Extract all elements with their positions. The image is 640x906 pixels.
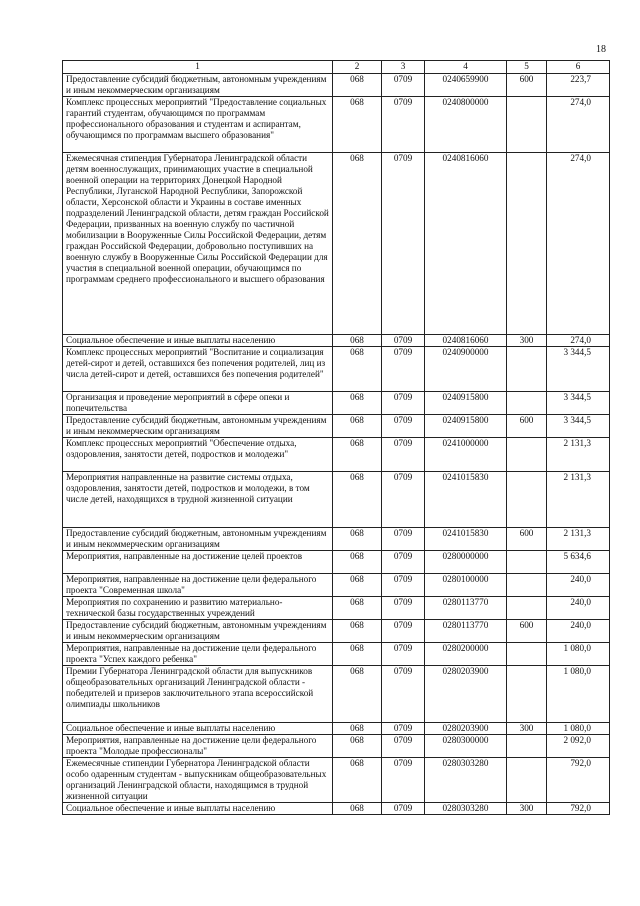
cell-amount: 3 344,5 [547, 415, 610, 438]
cell-amount: 2 131,3 [547, 472, 610, 528]
table-row [63, 392, 610, 415]
table-row [63, 438, 610, 472]
cell-amount: 1 080,0 [547, 723, 610, 735]
cell-amount: 274,0 [547, 97, 610, 153]
cell-chapter: 068 [333, 335, 382, 347]
column-header: 6 [547, 61, 610, 74]
cell-chapter: 068 [333, 620, 382, 643]
cell-expense-type: 300 [507, 723, 547, 735]
cell-amount: 223,7 [547, 74, 610, 97]
cell-target-article: 0240900000 [425, 347, 507, 392]
cell-expense-type: 300 [507, 803, 547, 815]
table-row [63, 347, 610, 392]
cell-name: Мероприятия направленные на развитие системы отдыха, оздоровления, занятости детей, подростков и молодежи, в том числе детей, находящихся в трудной жизненной ситуации [63, 472, 333, 528]
cell-name: Премии Губернатора Ленинградской области для выпускников общеобразовательных организаций Ленинградской области - победителей и призеров заключительного этапа всероссийской олимпиады школьников [63, 666, 333, 723]
cell-target-article: 0280300000 [425, 735, 507, 758]
cell-expense-type [507, 438, 547, 472]
cell-section: 0709 [382, 97, 425, 153]
cell-name: Предоставление субсидий бюджетным, автономным учреждениям и иным некоммерческим организациям [63, 528, 333, 551]
table-row [63, 97, 610, 153]
cell-section: 0709 [382, 74, 425, 97]
cell-amount: 240,0 [547, 597, 610, 620]
cell-expense-type [507, 347, 547, 392]
cell-section: 0709 [382, 472, 425, 528]
cell-target-article: 0280100000 [425, 574, 507, 597]
cell-name: Комплекс процессных мероприятий "Обеспечение отдыха, оздоровления, занятости детей, подростков и молодежи" [63, 438, 333, 472]
cell-target-article: 0241000000 [425, 438, 507, 472]
cell-expense-type [507, 643, 547, 666]
cell-amount: 2 131,3 [547, 438, 610, 472]
cell-target-article: 0280303280 [425, 803, 507, 815]
table-header-row [63, 61, 610, 74]
cell-name: Организация и проведение мероприятий в сфере опеки и попечительства [63, 392, 333, 415]
table-body [63, 74, 610, 815]
cell-section: 0709 [382, 347, 425, 392]
cell-expense-type: 600 [507, 620, 547, 643]
cell-target-article: 0280113770 [425, 597, 507, 620]
cell-target-article: 0280303280 [425, 758, 507, 803]
cell-chapter: 068 [333, 415, 382, 438]
cell-section: 0709 [382, 620, 425, 643]
cell-amount: 274,0 [547, 153, 610, 335]
cell-expense-type [507, 551, 547, 574]
cell-section: 0709 [382, 528, 425, 551]
cell-target-article: 0240659900 [425, 74, 507, 97]
cell-amount: 274,0 [547, 335, 610, 347]
cell-amount: 792,0 [547, 803, 610, 815]
cell-name: Мероприятия, направленные на достижение цели федерального проекта "Успех каждого ребенка" [63, 643, 333, 666]
cell-section: 0709 [382, 415, 425, 438]
cell-target-article: 0241015830 [425, 472, 507, 528]
cell-expense-type [507, 472, 547, 528]
cell-target-article: 0240915800 [425, 392, 507, 415]
cell-target-article: 0280113770 [425, 620, 507, 643]
cell-target-article: 0241015830 [425, 528, 507, 551]
cell-chapter: 068 [333, 551, 382, 574]
cell-section: 0709 [382, 551, 425, 574]
cell-section: 0709 [382, 723, 425, 735]
cell-amount: 2 092,0 [547, 735, 610, 758]
cell-name: Мероприятия по сохранению и развитию материально-технической базы государственных учреждений [63, 597, 333, 620]
cell-chapter: 068 [333, 597, 382, 620]
cell-expense-type [507, 597, 547, 620]
cell-chapter: 068 [333, 735, 382, 758]
cell-chapter: 068 [333, 74, 382, 97]
cell-chapter: 068 [333, 666, 382, 723]
table-row [63, 74, 610, 97]
cell-name: Предоставление субсидий бюджетным, автономным учреждениям и иным некоммерческим организациям [63, 74, 333, 97]
cell-amount: 3 344,5 [547, 392, 610, 415]
cell-name: Социальное обеспечение и иные выплаты населению [63, 335, 333, 347]
column-header: 4 [425, 61, 507, 74]
cell-name: Социальное обеспечение и иные выплаты населению [63, 723, 333, 735]
table-row [63, 528, 610, 551]
cell-expense-type [507, 574, 547, 597]
cell-expense-type [507, 666, 547, 723]
cell-name: Мероприятия, направленные на достижение цели федерального проекта "Современная школа" [63, 574, 333, 597]
table-row [63, 758, 610, 803]
cell-chapter: 068 [333, 472, 382, 528]
cell-amount: 2 131,3 [547, 528, 610, 551]
cell-name: Предоставление субсидий бюджетным, автономным учреждениям и иным некоммерческим организациям [63, 415, 333, 438]
cell-chapter: 068 [333, 574, 382, 597]
cell-section: 0709 [382, 735, 425, 758]
cell-amount: 240,0 [547, 620, 610, 643]
cell-target-article: 0240816060 [425, 335, 507, 347]
cell-chapter: 068 [333, 97, 382, 153]
cell-chapter: 068 [333, 643, 382, 666]
table-row [63, 620, 610, 643]
cell-target-article: 0280203900 [425, 723, 507, 735]
table-row [63, 574, 610, 597]
table-row [63, 415, 610, 438]
table-row [63, 153, 610, 335]
cell-chapter: 068 [333, 438, 382, 472]
page-number: 18 [596, 44, 606, 55]
table-row [63, 803, 610, 815]
column-header: 5 [507, 61, 547, 74]
cell-name: Социальное обеспечение и иные выплаты населению [63, 803, 333, 815]
table-row [63, 643, 610, 666]
cell-section: 0709 [382, 392, 425, 415]
cell-name: Комплекс процессных мероприятий "Воспитание и социализация детей-сирот и детей, оставшихся без попечения родителей, лиц из числа детей-сирот и детей, оставшихся без попечения родителей" [63, 347, 333, 392]
cell-expense-type: 300 [507, 335, 547, 347]
cell-amount: 240,0 [547, 574, 610, 597]
budget-table [62, 60, 610, 815]
cell-chapter: 068 [333, 153, 382, 335]
table-row [63, 723, 610, 735]
cell-expense-type [507, 153, 547, 335]
cell-section: 0709 [382, 574, 425, 597]
cell-chapter: 068 [333, 347, 382, 392]
cell-name: Предоставление субсидий бюджетным, автономным учреждениям и иным некоммерческим организациям [63, 620, 333, 643]
cell-section: 0709 [382, 803, 425, 815]
cell-target-article: 0280000000 [425, 551, 507, 574]
cell-expense-type [507, 97, 547, 153]
table-row [63, 735, 610, 758]
cell-amount: 1 080,0 [547, 643, 610, 666]
table-row [63, 551, 610, 574]
cell-name: Ежемесячная стипендия Губернатора Ленинградской области детям военнослужащих, принимающих участие в специальной военной операции на территориях Донецкой Народной Республики, Луганской Народной Республики, Запорожской области, Херсонской области и Украины в составе именных подразделений Ленинградской области, детям граждан Российской Федерации, призванных на военную службу по частичной мобилизации в Вооруженные Силы Российской Федерации, детям граждан Российской Федерации, добровольно поступивших на военную службу в Вооруженные Силы Российской Федерации для участия в специальной военной операции, обучающимся по программам среднего профессионального и высшего образования [63, 153, 333, 335]
cell-section: 0709 [382, 438, 425, 472]
cell-chapter: 068 [333, 528, 382, 551]
cell-expense-type: 600 [507, 415, 547, 438]
cell-amount: 792,0 [547, 758, 610, 803]
column-header: 2 [333, 61, 382, 74]
cell-name: Мероприятия, направленные на достижение целей проектов [63, 551, 333, 574]
cell-section: 0709 [382, 597, 425, 620]
cell-expense-type: 600 [507, 74, 547, 97]
table-row [63, 335, 610, 347]
cell-section: 0709 [382, 643, 425, 666]
cell-section: 0709 [382, 758, 425, 803]
column-header: 3 [382, 61, 425, 74]
cell-expense-type [507, 392, 547, 415]
cell-name: Мероприятия, направленные на достижение цели федерального проекта "Молодые профессионалы" [63, 735, 333, 758]
cell-chapter: 068 [333, 803, 382, 815]
cell-amount: 5 634,6 [547, 551, 610, 574]
cell-target-article: 0280203900 [425, 666, 507, 723]
cell-amount: 1 080,0 [547, 666, 610, 723]
cell-name: Ежемесячные стипендии Губернатора Ленинградской области особо одаренным студентам - выпускникам общеобразовательных организаций Ленинградской области, находящимся в трудной жизненной ситуации [63, 758, 333, 803]
cell-target-article: 0240800000 [425, 97, 507, 153]
cell-expense-type [507, 735, 547, 758]
cell-chapter: 068 [333, 392, 382, 415]
cell-name: Комплекс процессных мероприятий "Предоставление социальных гарантий студентам, обучающимся по программам профессионального образования и студентам и аспирантам, обучающимся по программам высшего образования" [63, 97, 333, 153]
cell-chapter: 068 [333, 723, 382, 735]
cell-chapter: 068 [333, 758, 382, 803]
cell-section: 0709 [382, 335, 425, 347]
cell-section: 0709 [382, 666, 425, 723]
cell-target-article: 0240816060 [425, 153, 507, 335]
cell-section: 0709 [382, 153, 425, 335]
cell-expense-type [507, 758, 547, 803]
cell-amount: 3 344,5 [547, 347, 610, 392]
column-header: 1 [63, 61, 333, 74]
table-row [63, 597, 610, 620]
table-row [63, 472, 610, 528]
cell-target-article: 0280200000 [425, 643, 507, 666]
cell-expense-type: 600 [507, 528, 547, 551]
cell-target-article: 0240915800 [425, 415, 507, 438]
table-row [63, 666, 610, 723]
